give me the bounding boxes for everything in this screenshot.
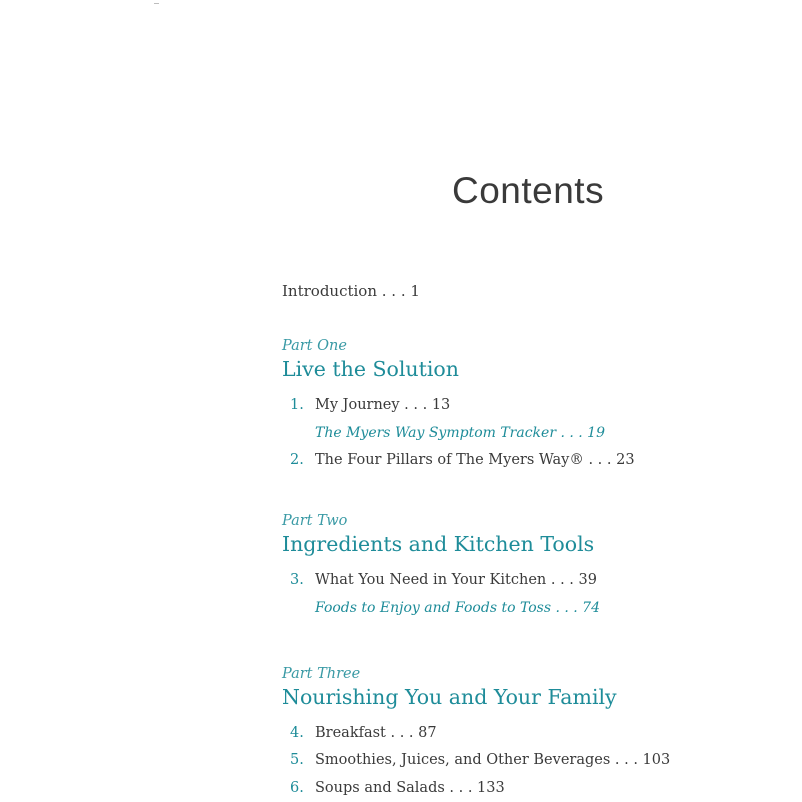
entry-number: 4.: [290, 725, 304, 741]
toc-entry-3[interactable]: [290, 572, 597, 588]
toc-entry-6[interactable]: [290, 780, 505, 796]
entry-number: 1.: [290, 397, 304, 413]
part-one-title[interactable]: Live the Solution: [282, 357, 459, 381]
toc-entry-1[interactable]: [290, 397, 450, 413]
entry-number: 6.: [290, 780, 304, 796]
page-mark: [154, 3, 159, 4]
entry-number: 3.: [290, 572, 304, 588]
toc-entry-5[interactable]: [290, 752, 670, 768]
entry-text: Smoothies, Juices, and Other Beverages . . . 103: [315, 752, 671, 768]
entry-text: The Four Pillars of The Myers Way® . . . 23: [315, 452, 635, 468]
entry-number: 5.: [290, 752, 304, 768]
part-one-label: Part One: [282, 338, 347, 354]
toc-entry-2[interactable]: [290, 452, 635, 468]
entry-text: Soups and Salads . . . 133: [315, 780, 505, 796]
part-two-title[interactable]: Ingredients and Kitchen Tools: [282, 532, 595, 556]
entry-text: What You Need in Your Kitchen . . . 39: [315, 572, 597, 588]
entry-text: Breakfast . . . 87: [315, 725, 437, 741]
entry-text: My Journey . . . 13: [315, 397, 451, 413]
toc-subentry-symptom-tracker[interactable]: The Myers Way Symptom Tracker . . . 19: [315, 425, 605, 441]
toc-entry-4[interactable]: [290, 725, 437, 741]
part-three-title[interactable]: Nourishing You and Your Family: [282, 685, 617, 709]
toc-entry-introduction[interactable]: Introduction . . . 1: [282, 282, 420, 300]
part-three-label: Part Three: [282, 666, 361, 682]
page-title: Contents: [452, 170, 605, 211]
part-two-label: Part Two: [282, 513, 348, 529]
entry-number: 2.: [290, 452, 304, 468]
toc-subentry-foods[interactable]: Foods to Enjoy and Foods to Toss . . . 74: [315, 600, 600, 616]
